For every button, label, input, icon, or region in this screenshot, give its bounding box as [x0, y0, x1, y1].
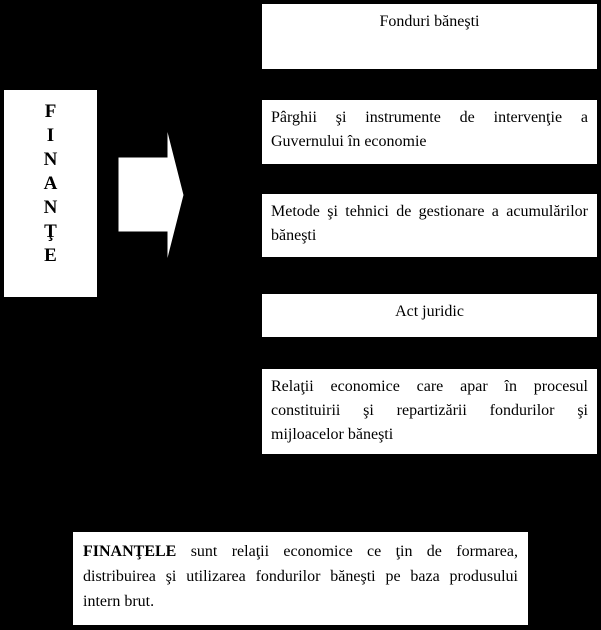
box-metode-tehnici: [261, 193, 598, 258]
finante-letter: F: [44, 101, 57, 122]
finante-letter: Ţ: [44, 221, 57, 242]
finante-vertical-box: [3, 89, 98, 298]
box-fonduri-banesti: [261, 3, 598, 70]
box-act-juridic: [261, 293, 598, 338]
box-act-juridic-label: Act juridic: [395, 303, 464, 320]
box-relatii-economice-label: Relaţii economice care apar în procesul constituirii şi repartizării fondurilor şi mijloacelor băneşti: [271, 378, 588, 443]
definition-term: FINANŢELE: [83, 543, 177, 560]
box-parghii-instrumente: [261, 99, 598, 165]
definition-text: sunt relaţii economice ce ţin de formarea, distribuirea şi utilizarea fondurilor băneşti pe baza produsului intern brut.: [83, 543, 518, 610]
box-fonduri-banesti-label: Fonduri băneşti: [379, 13, 480, 30]
finante-letter: N: [43, 197, 58, 218]
right-block-arrow-icon: [117, 127, 185, 263]
box-parghii-instrumente-label: Pârghii şi instrumente de intervenţie a Guvernului în economie: [271, 109, 588, 150]
finante-letter: N: [43, 149, 58, 170]
box-metode-tehnici-label: Metode şi tehnici de gestionare a acumulărilor băneşti: [271, 203, 588, 244]
finante-letter: I: [46, 125, 55, 146]
finante-letter: E: [44, 245, 57, 266]
definition-box: [72, 531, 529, 626]
box-relatii-economice: [261, 368, 598, 455]
finante-letter: A: [43, 173, 58, 194]
